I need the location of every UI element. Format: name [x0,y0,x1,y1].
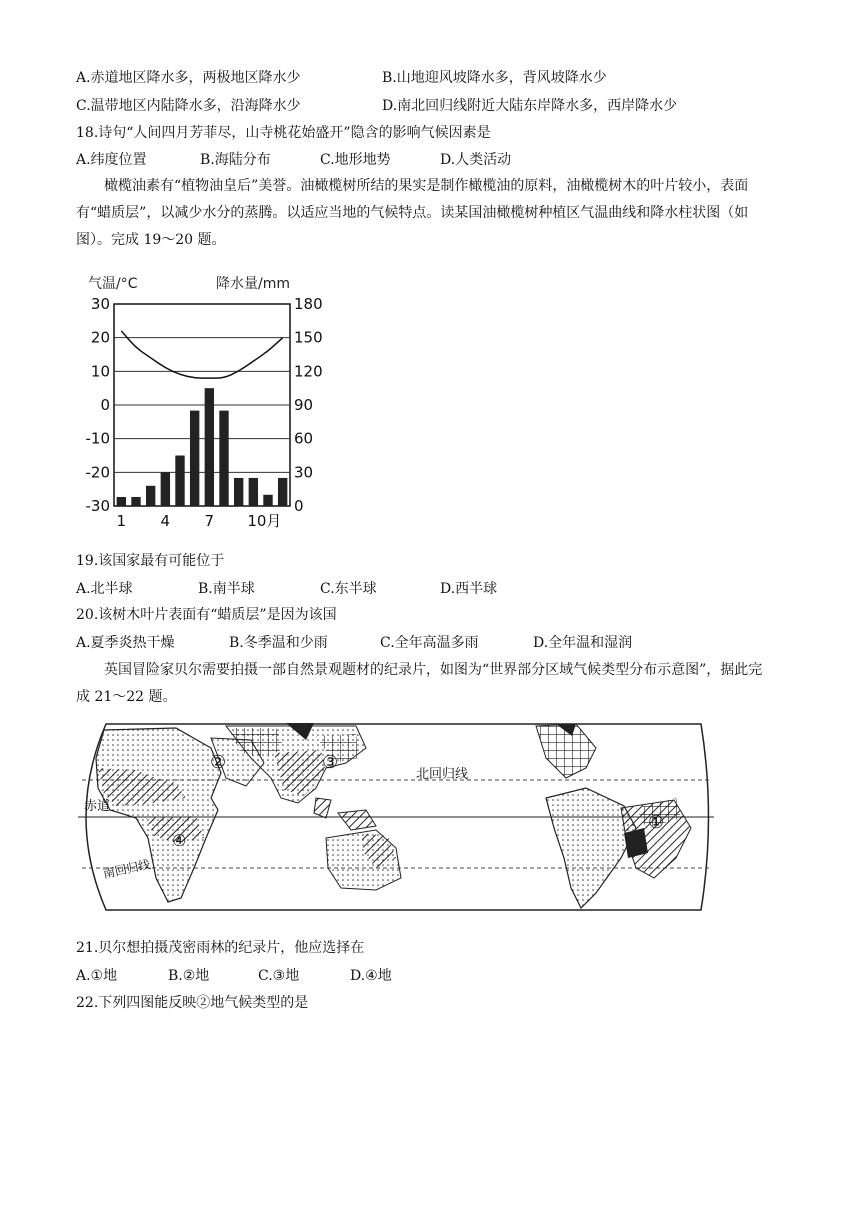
world-climate-map [76,718,716,916]
left-tick-label: 30 [90,295,110,313]
q19-option-a: A.北半球 [76,581,133,597]
left-tick-label: -20 [85,463,110,482]
right-axis-title: 降水量/mm [216,276,290,292]
q22-stem: 22.下列四图能反映②地气候类型的是 [76,995,309,1011]
q21-stem: 21.贝尔想拍摄茂密雨林的纪录片，他应选择在 [76,940,365,956]
left-tick-label: 0 [100,396,110,414]
q20-option-c: C.全年高温多雨 [380,635,479,651]
climate-chart-svg [78,268,323,530]
q21-option-d: D.④地 [350,968,392,984]
label-tropic-north: 北回归线 [416,767,469,782]
q19-option-c: C.东半球 [320,581,377,597]
q21-option-c: C.③地 [258,968,300,984]
q21-option-a: A.①地 [76,968,118,984]
left-tick-label: 20 [90,328,110,347]
precip-bar [249,478,258,506]
chart-grid [114,304,290,506]
world-climate-map-svg [76,718,716,916]
q18-option-c: C.地形地势 [320,152,391,168]
x-tick-label: 10月 [247,512,282,530]
right-tick-label: 30 [294,463,314,482]
precipitation-bars [117,388,288,506]
precip-bar [205,388,214,506]
q20-stem: 20.该树木叶片表面有“蜡质层”是因为该国 [76,607,337,623]
marker-3: ③ [322,752,339,773]
q18-option-a: A.纬度位置 [76,152,147,168]
right-tick-label: 120 [294,362,323,381]
right-tick-label: 0 [294,497,304,515]
marker-1: ① [648,812,665,833]
passage-bear-text: 英国冒险家贝尔需要拍摄一部自然景观题材的纪录片，如图为“世界部分区域气候类型分布示意图”，据此完成 21～22 题。 [76,662,763,705]
right-tick-label: 90 [294,396,314,414]
right-tick-label: 150 [294,328,323,347]
passage-olive-text: 橄榄油素有“植物油皇后”美誉。油橄榄树所结的果实是制作橄榄油的原料，油橄榄树木的叶片较小，表面有“蜡质层”，以减少水分的蒸腾。以适应当地的气候特点。读某国油橄榄树种植区气温曲线和降水柱状图（如图）。完成 19～20 题。 [76,178,749,248]
x-tick-label: 7 [204,512,215,530]
precip-bar [175,456,184,507]
q19-option-b: B.南半球 [198,581,255,597]
left-tick-label: 10 [90,362,110,381]
q19-stem: 19.该国家最有可能位于 [76,553,225,569]
precip-bar [161,472,170,506]
left-tick-label: -30 [85,497,110,515]
left-tick-label: -10 [85,429,110,448]
q18-option-b: B.海陆分布 [200,152,271,168]
precip-bar [263,495,272,506]
q21-option-b: B.②地 [168,968,210,984]
precip-bar [117,497,126,506]
q17-option-b: B.山地迎风坡降水多，背风坡降水少 [382,70,607,86]
climate-chart [78,268,323,530]
precip-bar [278,478,287,506]
precip-bar [234,478,243,506]
passage-bear [76,657,776,711]
q20-option-b: B.冬季温和少雨 [229,635,328,651]
right-tick-label: 180 [294,295,323,313]
q17-option-a: A.赤道地区降水多，两极地区降水少 [76,70,301,86]
q17-option-c: C.温带地区内陆降水多，沿海降水少 [76,98,301,114]
label-tropic-south: 南回归线 [101,857,152,881]
q18-option-d: D.人类活动 [440,152,512,168]
q18-stem: 18.诗句“人间四月芳菲尽，山寺桃花始盛开”隐含的影响气候因素是 [76,125,491,141]
q19-option-d: D.西半球 [440,581,498,597]
left-axis-title: 气温/°C [88,276,138,292]
right-tick-label: 60 [294,429,314,448]
x-tick-label: 1 [116,512,127,530]
x-tick-label: 4 [160,512,171,530]
q20-option-a: A.夏季炎热干燥 [76,635,175,651]
precip-bar [146,486,155,506]
precip-bar [190,411,199,506]
passage-olive [76,173,776,254]
q20-option-d: D.全年温和湿润 [533,635,633,651]
marker-4: ④ [172,831,187,850]
precip-bar [131,497,140,506]
precip-bar [219,411,228,506]
marker-2: ② [210,752,227,773]
q17-option-d: D.南北回归线附近大陆东岸降水多，西岸降水少 [382,98,678,114]
label-equator: 赤道 [84,799,111,814]
amazon-dark-band [624,828,648,858]
